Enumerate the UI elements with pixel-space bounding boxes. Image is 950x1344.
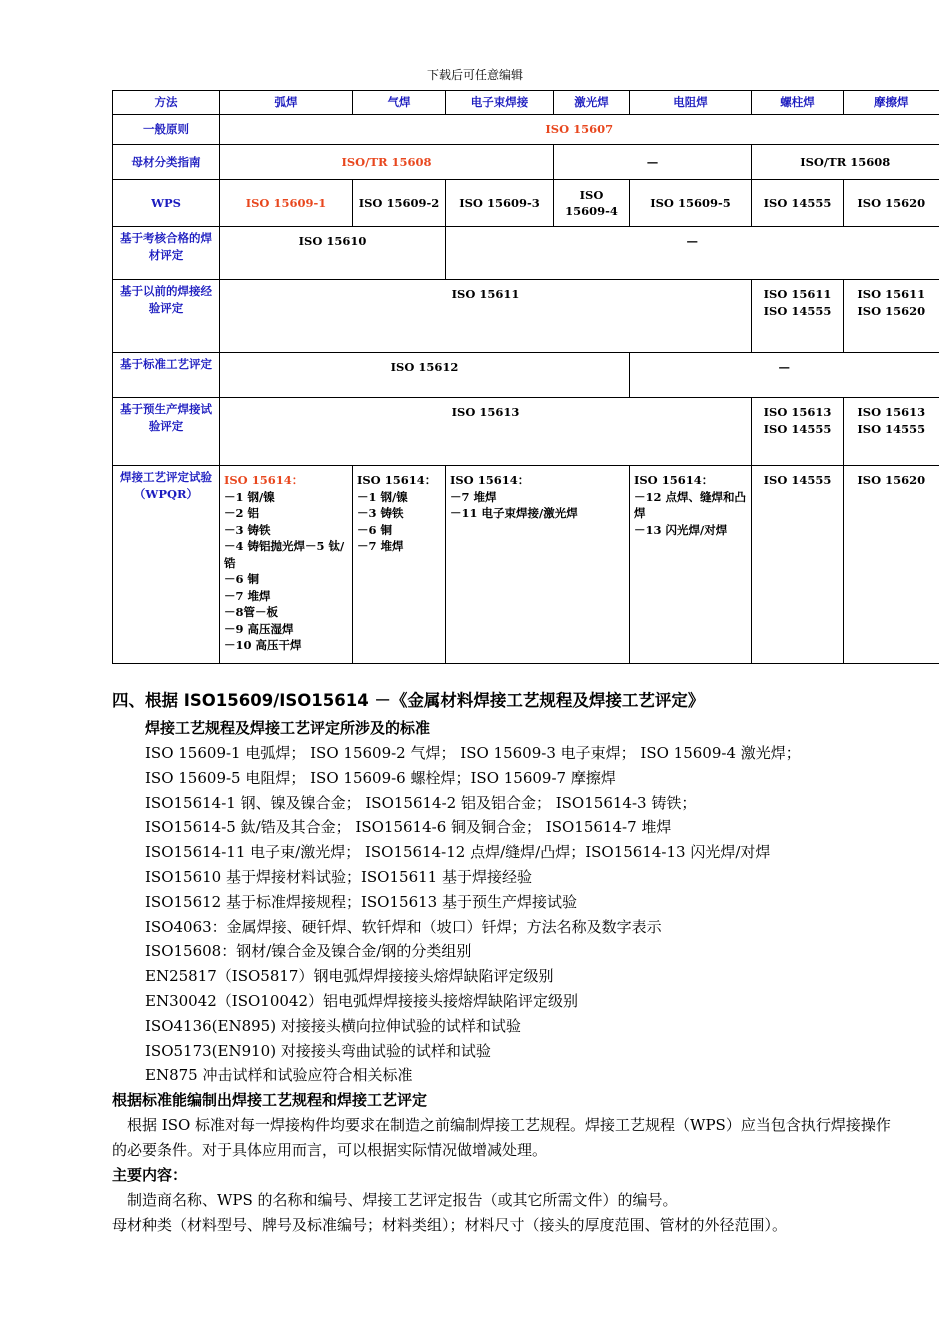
table-cell: ISO 15610 (220, 227, 446, 280)
table-cell: ISO/TR 15608 (220, 145, 554, 180)
table-row (113, 466, 939, 664)
cell-line: ISO 14555 (857, 421, 926, 436)
table-row (113, 280, 939, 353)
main-content-heading: 主要内容： (112, 1166, 188, 1185)
standard-line: ISO 15609-1 电弧焊； ISO 15609-2 气焊； ISO 15609-3 电子束焊； ISO 15609-4 激光焊； (145, 744, 801, 762)
cell-line: －7 堆焊 (224, 588, 271, 603)
cell-line: －1 钢/镍 (224, 489, 275, 504)
table-cell (630, 466, 752, 664)
row-label: 基于以前的焊接经验评定 (113, 280, 220, 353)
row-label: WPS (113, 180, 220, 227)
table-cell: ISO 14555 (752, 180, 844, 227)
table-cell (844, 280, 939, 353)
cell-line: －3 铸铁 (357, 506, 404, 520)
cell-line: ISO 15620 (857, 303, 926, 318)
table-cell: ISO/TR 15608 (752, 145, 939, 180)
standard-line: ISO15608：钢材/镍合金及镍合金/钢的分类组别 (145, 942, 472, 961)
cell-line: ISO 15614： (224, 473, 304, 487)
cell-line: ISO 15614： (357, 473, 437, 487)
table-row (113, 145, 939, 180)
wps-paragraph: 根据 ISO 标准对每一焊接构件均要求在制造之前编制焊接工艺规程。焊接工艺规程（WPS）应当包含执行焊接操作的必要条件。对于具体应用而言，可以根据实际情况做增减处理。 (112, 1116, 891, 1160)
standard-line: EN30042（ISO10042）铝电弧焊焊接接头接熔焊缺陷评定级别 (145, 991, 579, 1010)
table-row (113, 398, 939, 466)
table-cell (752, 398, 844, 466)
row-label: 母材分类指南 (113, 145, 220, 180)
table-cell: ISO 15607 (220, 115, 939, 145)
cell-line: －6 铜 (357, 522, 393, 537)
col-header-friction: 摩擦焊 (844, 91, 939, 115)
table-cell: ISO 15613 (220, 398, 752, 466)
cell-line: －13 闪光焊/对焊 (634, 522, 728, 537)
table-cell: ISO 15611 (220, 280, 752, 353)
table-cell: ISO 15612 (220, 353, 630, 398)
table-cell (844, 398, 939, 466)
table-cell: ISO 15609-1 (220, 180, 353, 227)
standard-line: ISO4136(EN895) 对接接头横向拉伸试验的试样和试验 (145, 1016, 521, 1035)
row-label: 基于标准工艺评定 (113, 353, 220, 398)
cell-line: －2 铝 (224, 506, 260, 520)
cell-line: －7 堆焊 (450, 489, 497, 504)
col-header-laser: 激光焊 (554, 91, 630, 115)
section-title: 四、根据 ISO15609/ISO15614 －《金属材料焊接工艺规程及焊接工艺评定》 (112, 691, 705, 710)
col-header-stud: 螺柱焊 (752, 91, 844, 115)
table-cell: ISO 15609-5 (630, 180, 752, 227)
cell-line: ISO 15614： (634, 473, 714, 487)
row-label: 焊接工艺评定试验（WPQR） (113, 466, 220, 664)
table-cell: — (630, 353, 939, 398)
cell-line: －3 铸铁 (224, 522, 271, 537)
cell-line: ISO 14555 (763, 303, 832, 318)
row-label: 基于预生产焊接试验评定 (113, 398, 220, 466)
content-line: 母材种类（材料型号、牌号及标准编号；材料类组）；材料尺寸（接头的厚度范围、管材的外径范围）。 (112, 1216, 788, 1235)
row-label: 基于考核合格的焊材评定 (113, 227, 220, 280)
table-row (113, 115, 939, 145)
table-cell (446, 466, 630, 664)
table-cell: ISO 15609-2 (353, 180, 446, 227)
body-text (112, 686, 902, 1238)
standard-line: ISO15610 基于焊接材料试验；ISO15611 基于焊接经验 (145, 867, 532, 886)
standard-line: ISO15614-5 鈦/锆及其合金； ISO15614-6 铜及铜合金； ISO15614-7 堆焊 (145, 818, 672, 837)
cell-line: ISO 15613 (857, 405, 926, 419)
standard-line: EN875 冲击试样和试验应符合相关标准 (145, 1066, 413, 1085)
standard-line: ISO 15609-5 电阻焊； ISO 15609-6 螺栓焊；ISO 15609-7 摩擦焊 (145, 768, 616, 787)
table-cell: ISO 15609-3 (446, 180, 554, 227)
col-header-arc: 弧焊 (220, 91, 353, 115)
cell-line: －7 堆焊 (357, 539, 404, 553)
col-header-electron-beam: 电子束焊接 (446, 91, 554, 115)
col-header-method: 方法 (113, 91, 220, 115)
row-label: 一般原则 (113, 115, 220, 145)
table-cell: ISO 14555 (752, 466, 844, 664)
wps-heading: 根据标准能编制出焊接工艺规程和焊接工艺评定 (112, 1091, 428, 1110)
table-cell: ISO 15620 (844, 180, 939, 227)
col-header-resistance: 电阻焊 (630, 91, 752, 115)
content-line: 制造商名称、WPS 的名称和编号、焊接工艺评定报告（或其它所需文件）的编号。 (127, 1191, 678, 1210)
cell-line: －10 高压干焊 (224, 638, 302, 652)
cell-line: －11 电子束焊接/激光焊 (450, 506, 578, 520)
table-cell (220, 466, 353, 664)
cell-line: ISO 15613 (763, 405, 832, 419)
cell-line: －9 高压湿焊 (224, 621, 294, 636)
standard-line: ISO15614-1 钢、镍及镍合金； ISO15614-2 铝及铝合金； ISO15614-3 铸铁； (145, 793, 697, 812)
cell-line: ISO 15611 (857, 287, 926, 301)
table-row (113, 353, 939, 398)
standard-line: ISO4063：金属焊接、硬钎焊、软钎焊和（坡口）钎焊；方法名称及数字表示 (145, 917, 662, 936)
section-subtitle: 焊接工艺规程及焊接工艺评定所涉及的标准 (145, 719, 431, 737)
cell-line: －12 点焊、缝焊和凸焊 (634, 489, 747, 520)
standard-line: ISO15614-11 电子束/激光焊； ISO15614-12 点焊/缝焊/凸焊；ISO15614-13 闪光焊/对焊 (145, 843, 771, 862)
cell-line: －8管－板 (224, 605, 279, 619)
table-cell (353, 466, 446, 664)
table-cell: — (554, 145, 752, 180)
standard-line: ISO15612 基于标准焊接规程；ISO15613 基于预生产焊接试验 (145, 892, 577, 911)
cell-line: ISO 15611 (763, 287, 832, 301)
table-cell: ISO 15609-4 (554, 180, 630, 227)
cell-line: ISO 15614： (450, 473, 530, 487)
table-cell: ISO 15620 (844, 466, 939, 664)
cell-line: －6 铜 (224, 572, 260, 586)
table-cell: — (446, 227, 939, 280)
page-header: 下载后可任意编辑 (426, 68, 523, 82)
table-row (113, 180, 939, 227)
table-cell (752, 280, 844, 353)
cell-line: －1 钢/镍 (357, 489, 408, 504)
standard-line: EN25817（ISO5817）钢电弧焊焊接接头熔焊缺陷评定级别 (145, 967, 554, 986)
standard-line: ISO5173(EN910) 对接接头弯曲试验的试样和试验 (145, 1041, 491, 1060)
cell-line: ISO 14555 (763, 421, 832, 436)
cell-line: －4 铸铝抛光焊－5 钛/锆 (224, 539, 345, 570)
table-row (113, 227, 939, 280)
table-header-row (113, 91, 939, 115)
iso-standards-table (112, 90, 939, 664)
col-header-gas: 气焊 (353, 91, 446, 115)
